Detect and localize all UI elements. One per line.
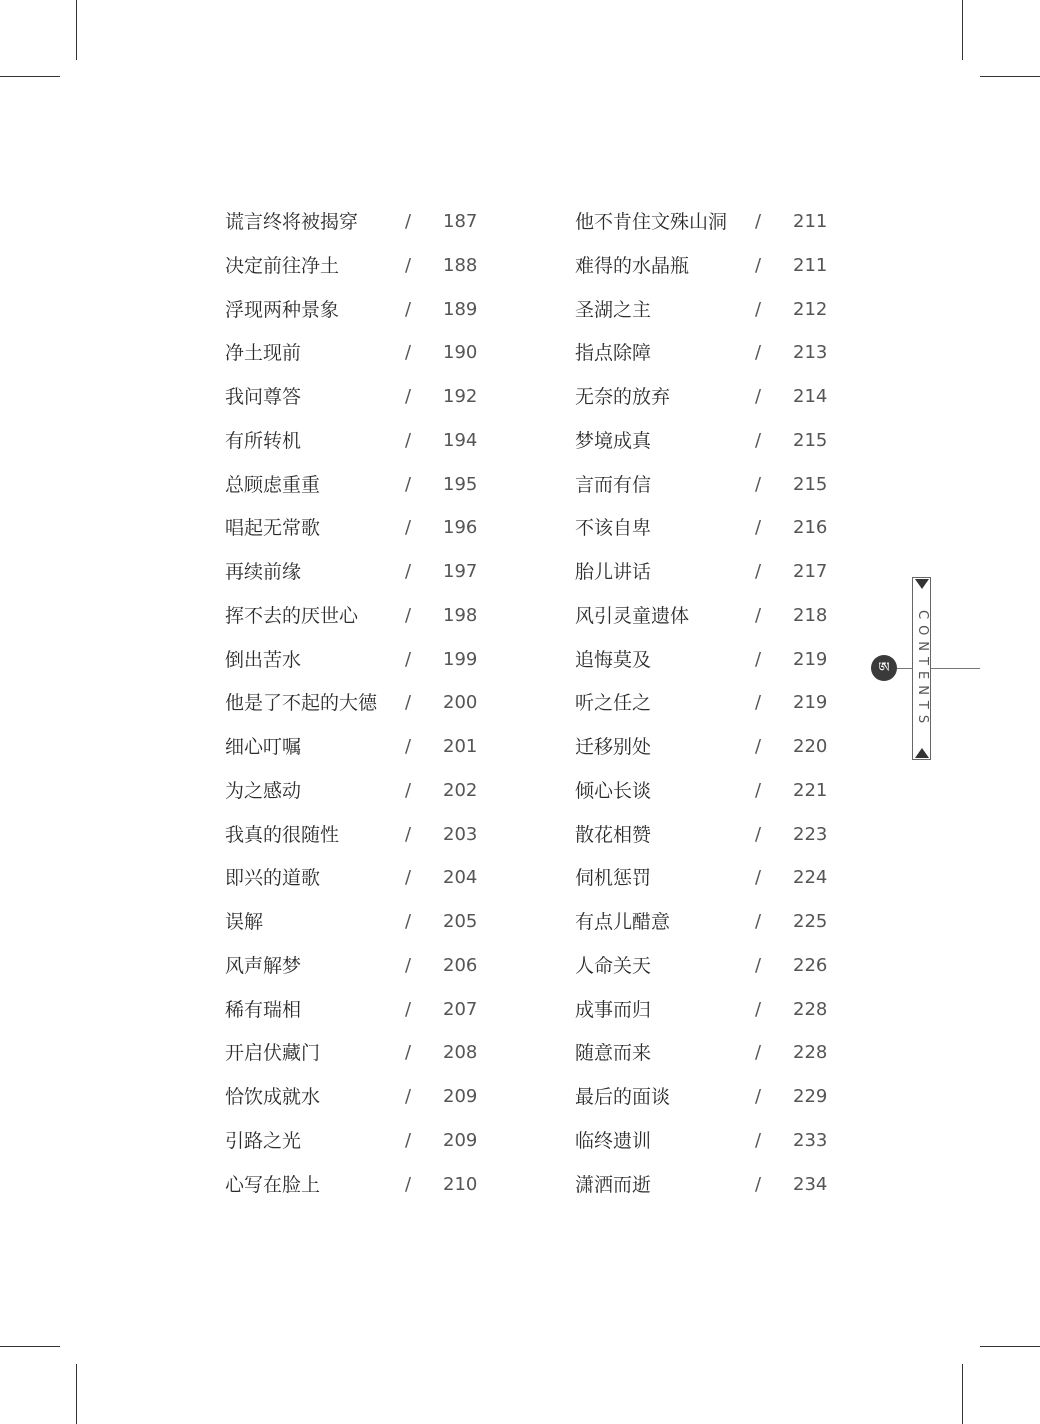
toc-entry-separator: / [405, 1086, 412, 1107]
toc-entry[interactable] [225, 419, 485, 463]
toc-entry-title: 浮现两种景象 [225, 298, 340, 321]
triangle-up-icon [915, 748, 929, 758]
toc-entry-separator: / [755, 954, 762, 976]
toc-column-left [225, 200, 485, 1206]
toc-entry-title: 临终遗训 [575, 1129, 652, 1152]
toc-entry-page-number: 225 [793, 911, 828, 932]
toc-entry-title: 风声解梦 [225, 954, 302, 977]
toc-entry-title: 开启伏藏门 [225, 1042, 321, 1065]
toc-entry-page-number: 217 [793, 561, 828, 582]
toc-entry-separator: / [755, 342, 762, 364]
toc-entry-page-number: 228 [793, 1042, 828, 1064]
toc-entry-separator: / [755, 911, 762, 932]
toc-entry-title: 梦境成真 [575, 429, 652, 452]
toc-entry-title: 潇洒而逝 [575, 1173, 652, 1196]
toc-entry-page-number: 220 [793, 736, 828, 757]
toc-entry-page-number: 205 [443, 911, 478, 932]
toc-entry-page-number: 221 [793, 779, 828, 801]
toc-entry[interactable] [575, 1119, 835, 1163]
toc-entry[interactable] [575, 244, 835, 288]
toc-entry-separator: / [755, 823, 762, 845]
toc-entry-separator: / [405, 692, 412, 714]
toc-entry[interactable] [575, 988, 835, 1032]
toc-entry-page-number: 194 [443, 429, 478, 451]
toc-entry-separator: / [405, 736, 412, 757]
toc-entry-title: 指点除障 [575, 342, 652, 365]
toc-entry-separator: / [405, 867, 412, 889]
crop-mark-top-left-h [0, 76, 60, 77]
toc-entry[interactable] [575, 638, 835, 682]
toc-entry[interactable] [225, 944, 485, 988]
toc-entry-page-number: 226 [793, 954, 828, 976]
toc-entry-page-number: 187 [443, 211, 478, 232]
toc-entry-separator: / [755, 298, 762, 320]
toc-entry-page-number: 229 [793, 1086, 828, 1107]
toc-entry[interactable] [575, 419, 835, 463]
toc-entry-title: 细心叮嘱 [225, 736, 302, 758]
toc-entry-separator: / [755, 211, 762, 232]
crop-mark-top-right-v [962, 0, 963, 60]
toc-entry-title: 风引灵童遗体 [575, 604, 690, 627]
toc-entry[interactable] [225, 813, 485, 857]
toc-entry[interactable] [225, 1075, 485, 1119]
toc-entry-separator: / [755, 648, 762, 670]
toc-entry-separator: / [755, 561, 762, 582]
contents-tab [912, 577, 931, 760]
toc-entry-page-number: 206 [443, 954, 478, 976]
toc-entry-page-number: 211 [793, 211, 828, 232]
toc-entry[interactable] [225, 594, 485, 638]
toc-entry-page-number: 219 [793, 692, 828, 714]
toc-entry-separator: / [755, 779, 762, 801]
toc-entry[interactable] [575, 375, 835, 419]
toc-entry[interactable] [575, 725, 835, 769]
toc-entry-title: 误解 [225, 911, 264, 933]
toc-entry-separator: / [405, 211, 412, 232]
toc-entry-title: 圣湖之主 [575, 298, 652, 321]
toc-entry-separator: / [755, 867, 762, 889]
toc-entry-page-number: 215 [793, 473, 828, 495]
toc-entry-separator: / [405, 648, 412, 670]
toc-entry[interactable] [225, 769, 485, 813]
toc-entry[interactable] [225, 856, 485, 900]
toc-entry-page-number: 198 [443, 604, 478, 626]
toc-entry-page-number: 214 [793, 386, 828, 407]
toc-entry-page-number: 211 [793, 254, 828, 276]
toc-entry[interactable] [575, 594, 835, 638]
toc-entry-page-number: 201 [443, 736, 478, 757]
toc-entry-title: 挥不去的厌世心 [225, 604, 359, 627]
toc-entry[interactable] [225, 550, 485, 594]
toc-entry[interactable] [575, 769, 835, 813]
toc-entry[interactable] [575, 944, 835, 988]
toc-entry-title: 有所转机 [225, 429, 302, 452]
toc-entry-separator: / [405, 561, 412, 582]
toc-entry-page-number: 203 [443, 823, 478, 845]
toc-entry-separator: / [405, 779, 412, 801]
toc-entry-page-number: 209 [443, 1086, 478, 1107]
toc-entry[interactable] [225, 988, 485, 1032]
toc-entry-separator: / [755, 517, 762, 539]
toc-entry-title: 心写在脸上 [225, 1173, 321, 1196]
toc-entry[interactable] [575, 1163, 835, 1207]
toc-entry-page-number: 228 [793, 998, 828, 1020]
toc-entry-separator: / [405, 517, 412, 539]
toc-entry-title: 倒出苦水 [225, 648, 302, 671]
toc-entry-separator: / [755, 1086, 762, 1107]
toc-entry[interactable] [575, 200, 835, 244]
toc-entry[interactable] [575, 900, 835, 944]
toc-entry-separator: / [755, 386, 762, 407]
toc-entry-page-number: 216 [793, 517, 828, 539]
toc-entry-page-number: 197 [443, 561, 478, 582]
toc-entry-title: 胎儿讲话 [575, 561, 652, 583]
toc-entry-title: 总顾虑重重 [225, 473, 321, 496]
toc-entry-separator: / [405, 473, 412, 495]
toc-entry-title: 成事而归 [575, 998, 652, 1021]
toc-entry-separator: / [755, 1173, 762, 1195]
toc-entry[interactable] [225, 1163, 485, 1207]
toc-entry-title: 人命关天 [575, 954, 652, 977]
toc-entry[interactable] [225, 1031, 485, 1075]
toc-entry-page-number: 223 [793, 823, 828, 845]
toc-entry[interactable] [575, 288, 835, 332]
toc-entry[interactable] [575, 813, 835, 857]
toc-entry[interactable] [575, 856, 835, 900]
toc-entry-page-number: 196 [443, 517, 478, 539]
toc-entry-separator: / [755, 998, 762, 1020]
crop-mark-bottom-right-v [962, 1364, 963, 1424]
toc-entry-title: 有点儿醋意 [575, 911, 671, 933]
toc-entry-page-number: 219 [793, 648, 828, 670]
toc-entry-separator: / [405, 429, 412, 451]
toc-entry-page-number: 210 [443, 1173, 478, 1195]
toc-entry-separator: / [405, 298, 412, 320]
toc-entry-title: 他不肯住文殊山洞 [575, 211, 728, 233]
toc-entry-separator: / [755, 254, 762, 276]
toc-entry[interactable] [225, 463, 485, 507]
toc-entry[interactable] [575, 681, 835, 725]
toc-entry[interactable] [225, 331, 485, 375]
toc-entry[interactable] [575, 506, 835, 550]
contents-label: CONTENTS [915, 610, 930, 730]
tibetan-emblem-icon: ཨ [871, 655, 897, 681]
triangle-down-icon [915, 579, 929, 589]
toc-entry-separator: / [755, 1129, 762, 1151]
toc-entry-separator: / [405, 823, 412, 845]
toc-entry[interactable] [225, 725, 485, 769]
toc-entry-page-number: 189 [443, 298, 478, 320]
toc-entry-title: 不该自卑 [575, 517, 652, 540]
toc-entry[interactable] [225, 375, 485, 419]
toc-entry[interactable] [575, 463, 835, 507]
toc-entry-title: 唱起无常歌 [225, 517, 321, 540]
toc-entry-title: 即兴的道歌 [225, 867, 321, 890]
toc-entry-separator: / [405, 604, 412, 626]
toc-entry-title: 最后的面谈 [575, 1086, 671, 1108]
toc-entry[interactable] [225, 681, 485, 725]
toc-entry-separator: / [755, 429, 762, 451]
toc-entry-title: 稀有瑞相 [225, 998, 302, 1021]
toc-entry-page-number: 190 [443, 342, 478, 364]
toc-entry-page-number: 234 [793, 1173, 828, 1195]
toc-entry-title: 恰饮成就水 [225, 1086, 321, 1108]
toc-entry-separator: / [755, 692, 762, 714]
toc-entry-page-number: 209 [443, 1129, 478, 1151]
toc-entry-separator: / [755, 473, 762, 495]
toc-entry-page-number: 207 [443, 998, 478, 1020]
toc-entry-separator: / [405, 1042, 412, 1064]
toc-entry-title: 谎言终将被揭穿 [225, 211, 359, 233]
toc-entry[interactable] [575, 331, 835, 375]
toc-entry-separator: / [755, 604, 762, 626]
crop-mark-bottom-left-h [0, 1346, 60, 1347]
toc-entry-title: 散花相赞 [575, 823, 652, 846]
toc-entry-title: 言而有信 [575, 473, 652, 496]
toc-entry-page-number: 213 [793, 342, 828, 364]
toc-entry[interactable] [575, 1031, 835, 1075]
toc-entry-separator: / [755, 736, 762, 757]
toc-entry[interactable] [225, 638, 485, 682]
toc-entry-page-number: 215 [793, 429, 828, 451]
toc-entry[interactable] [575, 550, 835, 594]
crop-mark-bottom-right-h [980, 1346, 1040, 1347]
toc-entry-title: 引路之光 [225, 1129, 302, 1152]
toc-entry-page-number: 212 [793, 298, 828, 320]
toc-entry-title: 净土现前 [225, 342, 302, 365]
crop-mark-bottom-left-v [76, 1364, 77, 1424]
toc-entry-title: 无奈的放弃 [575, 386, 671, 408]
toc-entry-page-number: 202 [443, 779, 478, 801]
toc-entry-separator: / [405, 386, 412, 407]
toc-entry[interactable] [225, 200, 485, 244]
toc-entry-title: 迁移别处 [575, 736, 652, 758]
toc-entry-title: 他是了不起的大德 [225, 692, 378, 715]
toc-entry-title: 追悔莫及 [575, 648, 652, 671]
toc-entry-page-number: 199 [443, 648, 478, 670]
toc-entry-title: 我问尊答 [225, 386, 302, 408]
toc-entry-separator: / [405, 1129, 412, 1151]
toc-entry-separator: / [405, 254, 412, 276]
toc-entry-page-number: 195 [443, 473, 478, 495]
toc-entry-separator: / [405, 342, 412, 364]
toc-entry-page-number: 224 [793, 867, 828, 889]
toc-entry-title: 听之任之 [575, 692, 652, 715]
toc-entry-page-number: 192 [443, 386, 478, 407]
toc-entry-separator: / [405, 954, 412, 976]
crop-mark-top-left-v [76, 0, 77, 60]
toc-entry-title: 再续前缘 [225, 561, 302, 583]
toc-entry-title: 随意而来 [575, 1042, 652, 1065]
toc-entry-page-number: 218 [793, 604, 828, 626]
toc-entry[interactable] [225, 1119, 485, 1163]
toc-entry[interactable] [575, 1075, 835, 1119]
toc-entry[interactable] [225, 900, 485, 944]
toc-entry-title: 倾心长谈 [575, 779, 652, 802]
toc-entry-separator: / [755, 1042, 762, 1064]
crop-mark-top-right-h [980, 76, 1040, 77]
toc-entry-title: 伺机惩罚 [575, 867, 652, 890]
toc-entry-title: 难得的水晶瓶 [575, 254, 690, 277]
toc-entry-separator: / [405, 1173, 412, 1195]
toc-entry-title: 决定前往净土 [225, 254, 340, 277]
tab-connector-line-right [931, 668, 980, 669]
toc-entry-page-number: 204 [443, 867, 478, 889]
toc-entry-separator: / [405, 911, 412, 932]
toc-entry-title: 为之感动 [225, 779, 302, 802]
toc-entry[interactable] [225, 244, 485, 288]
toc-entry-page-number: 200 [443, 692, 478, 714]
toc-column-right [575, 200, 835, 1206]
toc-entry[interactable] [225, 288, 485, 332]
toc-entry-page-number: 208 [443, 1042, 478, 1064]
toc-entry-page-number: 188 [443, 254, 478, 276]
toc-entry[interactable] [225, 506, 485, 550]
toc-entry-title: 我真的很随性 [225, 823, 340, 846]
toc-entry-page-number: 233 [793, 1129, 828, 1151]
tab-connector-line-left [895, 668, 912, 669]
toc-entry-separator: / [405, 998, 412, 1020]
